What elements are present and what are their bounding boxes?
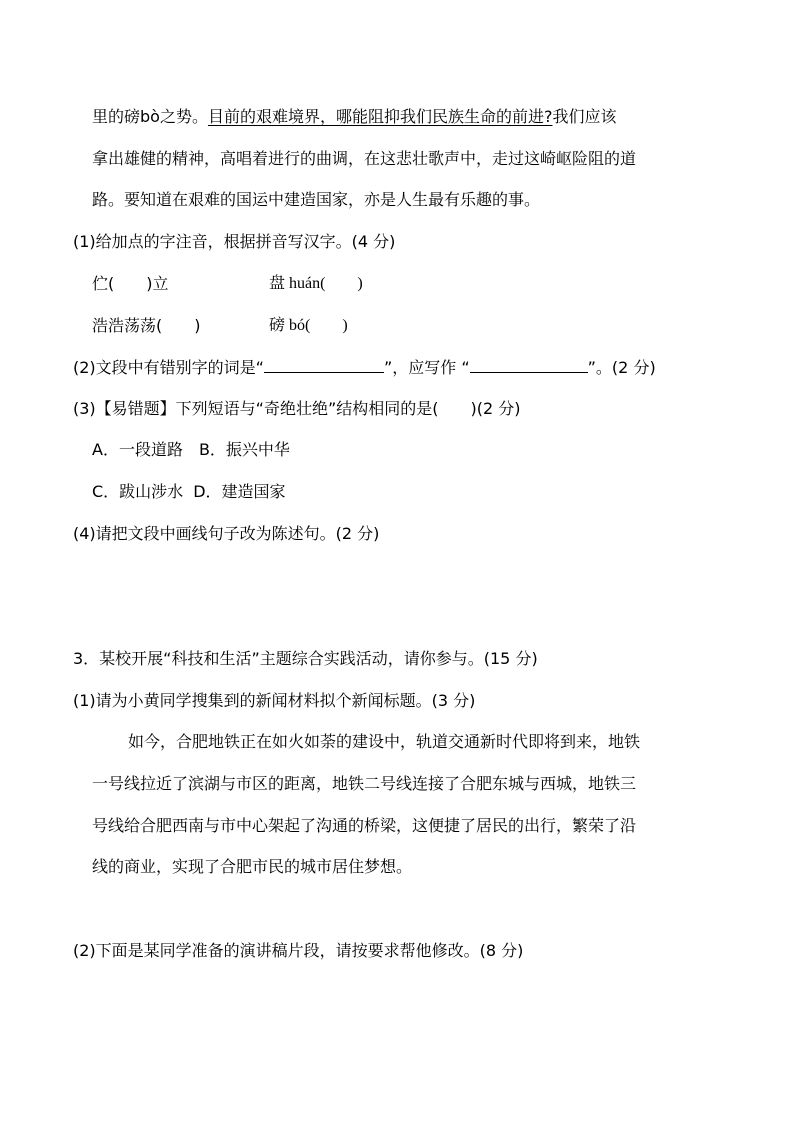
section-3-heading: 3．某校开展“科技和生活”主题综合实践活动，请你参与。(15 分) (73, 649, 538, 668)
news-paragraph-line-4: 线的商业，实现了合肥市民的城市居住梦想。 (92, 857, 413, 876)
passage-line-1-post: 我们应该 (552, 107, 617, 126)
question-1-item-d: 磅 bó( ) (269, 317, 348, 334)
passage-line-1-pre: 里的磅bò之势。 (92, 107, 208, 126)
question-2-pre: (2)文段中有错别字的词是“ (73, 358, 264, 377)
question-1-item-a: 伫( )立 (92, 274, 169, 293)
section-3-sub-question-2: (2)下面是某同学准备的演讲稿片段，请按要求帮他修改。(8 分) (73, 941, 524, 960)
option-c: C．跋山涉水 (92, 482, 184, 501)
question-3-options-row-1 (92, 440, 290, 460)
question-4-prompt: (4)请把文段中画线句子改为陈述句。(2 分) (73, 524, 380, 543)
answer-blank-correct-word[interactable] (470, 357, 588, 373)
question-1-item-b: 盘 huán( ) (269, 275, 363, 292)
option-d: D．建造国家 (193, 482, 286, 501)
question-3-prompt: (3)【易错题】下列短语与“奇绝壮绝”结构相同的是( )(2 分) (73, 399, 521, 418)
question-1-item-c: 浩浩荡荡( ) (92, 316, 201, 335)
answer-blank-wrong-word[interactable] (264, 357, 384, 373)
section-3-sub-question-1: (1)请为小黄同学搜集到的新闻材料拟个新闻标题。(3 分) (73, 691, 476, 710)
question-2 (73, 357, 656, 378)
passage-line-1 (92, 107, 616, 127)
question-3-options-row-2 (92, 482, 286, 502)
underlined-sentence: 目前的艰难境界，哪能阻抑我们民族生命的前进? (207, 107, 553, 126)
question-2-mid: ”，应写作 “ (383, 358, 470, 377)
option-a: A．一段道路 (92, 440, 183, 459)
passage-line-3: 路。要知道在艰难的国运中建造国家，亦是人生最有乐趣的事。 (92, 190, 541, 209)
news-paragraph-line-1: 如今，合肥地铁正在如火如荼的建设中，轨道交通新时代即将到来，地铁 (128, 732, 641, 751)
question-2-post: ”。(2 分) (587, 358, 656, 377)
news-paragraph-line-2: 一号线拉近了滨湖与市区的距离，地铁二号线连接了合肥东城与西城，地铁三 (92, 774, 637, 793)
option-b: B．振兴中华 (198, 440, 290, 459)
news-paragraph-line-3: 号线给合肥西南与市中心架起了沟通的桥梁，这便捷了居民的出行，繁荣了沿 (92, 816, 637, 835)
passage-line-2: 拿出雄健的精神，高唱着进行的曲调，在这悲壮歌声中，走过这崎岖险阻的道 (92, 149, 637, 168)
question-1-prompt: (1)给加点的字注音，根据拼音写汉字。(4 分) (73, 232, 396, 251)
